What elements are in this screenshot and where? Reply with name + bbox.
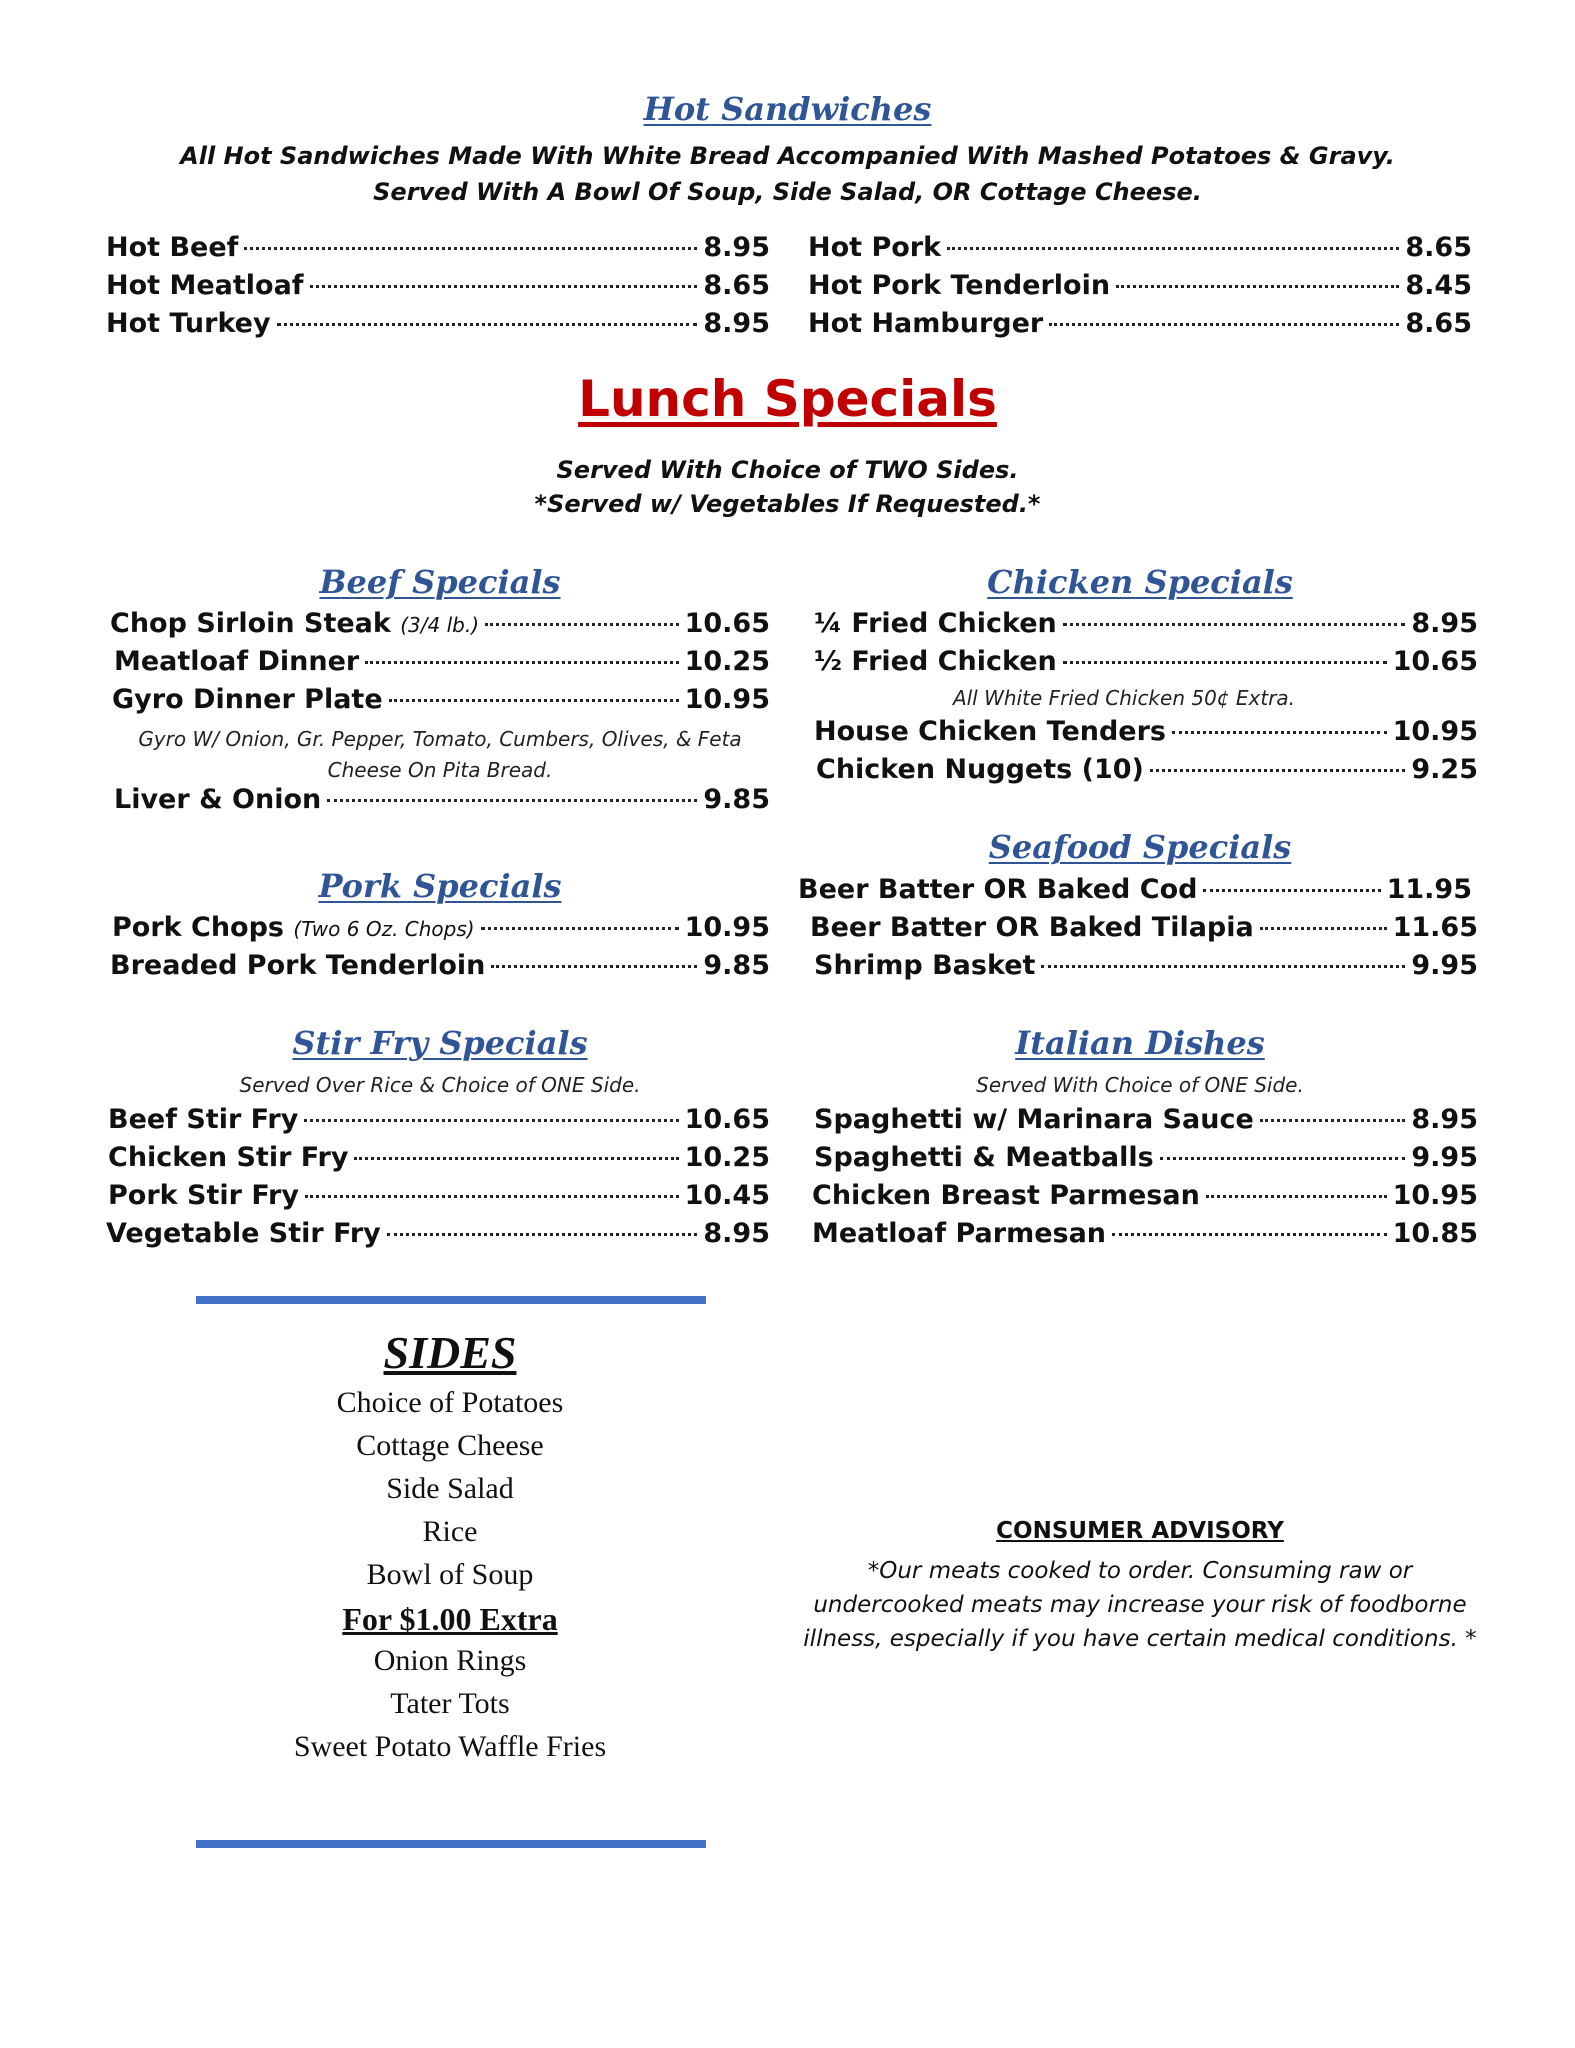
leader-dots [947, 247, 1399, 250]
item-name: ¼ Fried Chicken [814, 608, 1057, 639]
leader-dots [1063, 661, 1387, 664]
italian-dishes-heading: Italian Dishes [1015, 1024, 1265, 1062]
lunch-note-1: Served With Choice of TWO Sides. [556, 456, 1019, 484]
sides-top-rule [196, 1296, 706, 1304]
hot-sandwiches-heading: Hot Sandwiches [643, 90, 932, 128]
menu-item-chicken-nuggets [816, 754, 1478, 790]
item-name: Spaghetti w/ Marinara Sauce [814, 1104, 1254, 1135]
leader-dots [387, 1233, 698, 1236]
sides-extra-label: For $1.00 Extra [342, 1601, 558, 1637]
item-name: Gyro Dinner Plate [112, 684, 383, 715]
menu-item-gyro-dinner [112, 684, 770, 720]
leader-dots [365, 661, 678, 664]
leader-dots [1063, 623, 1406, 626]
menu-item-breaded-pork-tenderloin [110, 950, 770, 986]
chicken-note: All White Fried Chicken 50¢ Extra. [952, 686, 1296, 710]
item-price: 10.45 [684, 1180, 770, 1211]
menu-item-spaghetti-marinara [814, 1104, 1478, 1140]
menu-item-quarter-chicken [814, 608, 1478, 644]
item-price: 10.95 [1392, 1180, 1478, 1211]
leader-dots [244, 247, 697, 250]
menu-item-pork-chops [112, 912, 770, 948]
item-name: House Chicken Tenders [814, 716, 1167, 747]
item-name: Meatloaf Parmesan [812, 1218, 1107, 1249]
sides-heading: SIDES [383, 1327, 517, 1378]
item-price: 8.95 [703, 232, 770, 263]
item-price: 10.95 [684, 912, 770, 943]
side-item: Choice of Potatoes [336, 1386, 564, 1419]
item-name: Chicken Stir Fry [108, 1142, 349, 1173]
menu-item-vegetable-stir-fry [106, 1218, 770, 1254]
menu-item-hot-pork-tenderloin [808, 270, 1472, 306]
leader-dots [1260, 1119, 1406, 1122]
menu-item-hot-hamburger [808, 308, 1472, 344]
leader-dots [1116, 285, 1399, 288]
item-price: 10.25 [684, 646, 770, 677]
menu-item-beef-stir-fry [108, 1104, 770, 1140]
menu-item-chicken-parmesan [812, 1180, 1478, 1216]
menu-item-shrimp-basket [814, 950, 1478, 986]
leader-dots [485, 623, 679, 626]
item-price: 9.85 [703, 784, 770, 815]
leader-dots [305, 1195, 679, 1198]
beef-specials-heading: Beef Specials [319, 563, 561, 601]
menu-item-hot-pork [808, 232, 1472, 268]
leader-dots [1172, 731, 1387, 734]
item-price: 9.25 [1411, 754, 1478, 785]
item-price: 10.25 [684, 1142, 770, 1173]
item-name: Liver & Onion [114, 784, 322, 815]
item-name: Pork Stir Fry [108, 1180, 299, 1211]
sides-bottom-rule [196, 1840, 706, 1848]
item-price: 10.65 [684, 1104, 770, 1135]
side-item: Cottage Cheese [356, 1429, 544, 1462]
item-name: Hot Pork Tenderloin [808, 270, 1111, 301]
leader-dots [1041, 965, 1405, 968]
menu-item-hot-meatloaf [106, 270, 770, 306]
lunch-specials-heading: Lunch Specials [578, 370, 997, 428]
item-name: Vegetable Stir Fry [106, 1218, 381, 1249]
stir-fry-note: Served Over Rice & Choice of ONE Side. [239, 1073, 641, 1097]
leader-dots [481, 927, 679, 930]
item-name: Hot Turkey [106, 308, 271, 339]
menu-item-hot-beef [106, 232, 770, 268]
item-name: Hot Hamburger [808, 308, 1044, 339]
item-name: Chicken Nuggets (10) [816, 754, 1144, 785]
menu-item-hot-turkey [106, 308, 770, 344]
leader-dots [1112, 1233, 1387, 1236]
item-price: 8.95 [1411, 1104, 1478, 1135]
menu-item-chicken-tenders [814, 716, 1478, 752]
item-name: Pork Chops (Two 6 Oz. Chops) [112, 912, 475, 943]
menu-item-meatloaf-dinner [114, 646, 770, 682]
side-item: Rice [422, 1515, 478, 1548]
item-name: Chicken Breast Parmesan [812, 1180, 1200, 1211]
menu-item-cod [798, 874, 1472, 910]
consumer-advisory-text: *Our meats cooked to order. Consuming raw or undercooked meats may increase your risk of foodborne illness, especially if you have certain medical conditions. * [803, 1558, 1477, 1652]
item-name: Shrimp Basket [814, 950, 1036, 981]
side-item: Side Salad [386, 1472, 514, 1505]
item-price: 11.65 [1392, 912, 1478, 943]
gyro-description: Gyro W/ Onion, Gr. Pepper, Tomato, Cumbers, Olives, & Feta Cheese On Pita Bread. [138, 727, 742, 782]
item-name: Hot Beef [106, 232, 239, 263]
leader-dots [304, 1119, 678, 1122]
item-price: 10.65 [684, 608, 770, 639]
side-item-extra: Tater Tots [390, 1687, 510, 1720]
menu-item-tilapia [810, 912, 1478, 948]
leader-dots [389, 699, 679, 702]
menu-item-liver-onion [114, 784, 770, 820]
chicken-specials-heading: Chicken Specials [987, 563, 1293, 601]
menu-item-chicken-stir-fry [108, 1142, 770, 1178]
item-name: Beef Stir Fry [108, 1104, 299, 1135]
lunch-note-2: *Served w/ Vegetables If Requested.* [534, 490, 1041, 518]
item-name: Spaghetti & Meatballs [814, 1142, 1154, 1173]
consumer-advisory-heading: CONSUMER ADVISORY [996, 1518, 1284, 1544]
item-name: Hot Meatloaf [106, 270, 304, 301]
item-price: 9.95 [1411, 1142, 1478, 1173]
item-name: ½ Fried Chicken [814, 646, 1057, 677]
item-price: 9.85 [703, 950, 770, 981]
item-price: 8.95 [703, 308, 770, 339]
item-price: 8.65 [703, 270, 770, 301]
leader-dots [1206, 1195, 1387, 1198]
leader-dots [1150, 769, 1405, 772]
leader-dots [1203, 889, 1380, 892]
item-price: 8.65 [1405, 308, 1472, 339]
item-price: 10.65 [1392, 646, 1478, 677]
item-name: Beer Batter OR Baked Cod [798, 874, 1198, 905]
seafood-specials-heading: Seafood Specials [988, 828, 1292, 866]
leader-dots [327, 799, 697, 802]
menu-item-spaghetti-meatballs [814, 1142, 1478, 1178]
menu-item-chop-sirloin [110, 608, 770, 644]
side-item-extra: Sweet Potato Waffle Fries [293, 1730, 607, 1763]
item-name: Meatloaf Dinner [114, 646, 360, 677]
item-price: 10.85 [1392, 1218, 1478, 1249]
item-name: Beer Batter OR Baked Tilapia [810, 912, 1254, 943]
hot-sandwiches-note-1: All Hot Sandwiches Made With White Bread Accompanied With Mashed Potatoes & Gravy. [180, 142, 1395, 170]
item-name: Hot Pork [808, 232, 942, 263]
hot-sandwiches-note-2: Served With A Bowl Of Soup, Side Salad, OR Cottage Cheese. [373, 178, 1202, 206]
leader-dots [1260, 927, 1387, 930]
leader-dots [1160, 1157, 1406, 1160]
menu-item-pork-stir-fry [108, 1180, 770, 1216]
item-price: 8.65 [1405, 232, 1472, 263]
item-note: (Two 6 Oz. Chops) [293, 917, 475, 941]
item-price: 8.95 [703, 1218, 770, 1249]
leader-dots [491, 965, 697, 968]
stir-fry-specials-heading: Stir Fry Specials [292, 1024, 588, 1062]
item-name: Chop Sirloin Steak (3/4 lb.) [110, 608, 480, 639]
sides-list [200, 1386, 700, 1773]
item-price: 8.45 [1405, 270, 1472, 301]
item-price: 10.95 [684, 684, 770, 715]
side-item-extra: Onion Rings [373, 1644, 527, 1677]
leader-dots [354, 1157, 678, 1160]
item-price: 9.95 [1411, 950, 1478, 981]
side-item: Bowl of Soup [366, 1558, 534, 1591]
item-price: 11.95 [1386, 874, 1472, 905]
leader-dots [277, 323, 698, 326]
menu-item-meatloaf-parmesan [812, 1218, 1478, 1254]
item-name: Breaded Pork Tenderloin [110, 950, 486, 981]
item-price: 10.95 [1392, 716, 1478, 747]
menu-item-half-chicken [814, 646, 1478, 682]
pork-specials-heading: Pork Specials [318, 867, 562, 905]
leader-dots [310, 285, 698, 288]
item-note: (3/4 lb.) [400, 613, 480, 637]
item-price: 8.95 [1411, 608, 1478, 639]
italian-note: Served With Choice of ONE Side. [976, 1073, 1304, 1097]
leader-dots [1049, 323, 1399, 326]
